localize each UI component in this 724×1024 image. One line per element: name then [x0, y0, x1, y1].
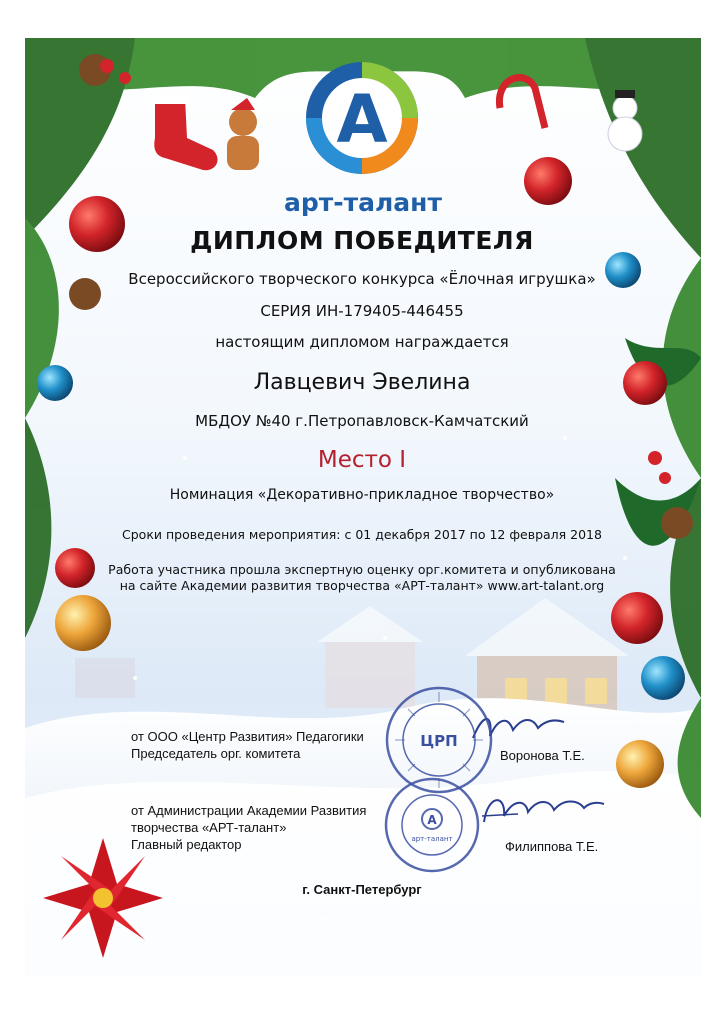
awarded-text: настоящим дипломом награждается — [215, 333, 509, 351]
diploma-title: ДИПЛОМ ПОБЕДИТЕЛЯ — [190, 226, 534, 255]
signature-2-org-cont: творчества «АРТ-талант» — [131, 820, 287, 835]
stamp-art-talant — [382, 775, 482, 875]
event-dates: Сроки проведения мероприятия: с 01 декабря 2017 по 12 февраля 2018 — [122, 527, 602, 542]
svg-text:ЦРП: ЦРП — [420, 732, 458, 750]
nomination: Номинация «Декоративно-прикладное творчество» — [169, 487, 555, 503]
contest-name: Всероссийского творческого конкурса «Ёлочная игрушка» — [128, 270, 596, 288]
poinsettia — [43, 838, 163, 958]
signature-2-scribble — [478, 786, 608, 832]
svg-text:арт-талант: арт-талант — [411, 835, 453, 843]
place-award: Место I — [317, 447, 407, 473]
recipient-name: Лавцевич Эвелина — [253, 370, 471, 395]
svg-text:A: A — [427, 813, 437, 827]
art-talant-logo-icon — [300, 56, 424, 180]
signature-2-org: от Администрации Академии Развития — [131, 803, 367, 818]
signature-1-org: от ООО «Центр Развития» Педагогики — [131, 729, 364, 744]
brand-logo — [284, 56, 442, 217]
signature-2-role: Главный редактор — [131, 837, 242, 852]
city: г. Санкт-Петербург — [302, 882, 422, 897]
signature-1-name: Воронова Т.Е. — [500, 748, 585, 763]
brand-name: арт-талант — [284, 188, 442, 217]
institution-name: МБДОУ №40 г.Петропавловск-Камчатский — [195, 412, 529, 430]
svg-text:A: A — [336, 81, 388, 158]
series-number: СЕРИЯ ИН-179405-446455 — [260, 302, 464, 320]
review-line-1: Работа участника прошла экспертную оценку орг.комитета и опубликована — [108, 562, 616, 577]
signature-1-role: Председатель орг. комитета — [131, 746, 301, 761]
signature-2-name: Филиппова Т.Е. — [505, 839, 599, 854]
review-line-2: на сайте Академии развития творчества «АРТ-талант» www.art-talant.org — [119, 578, 605, 593]
